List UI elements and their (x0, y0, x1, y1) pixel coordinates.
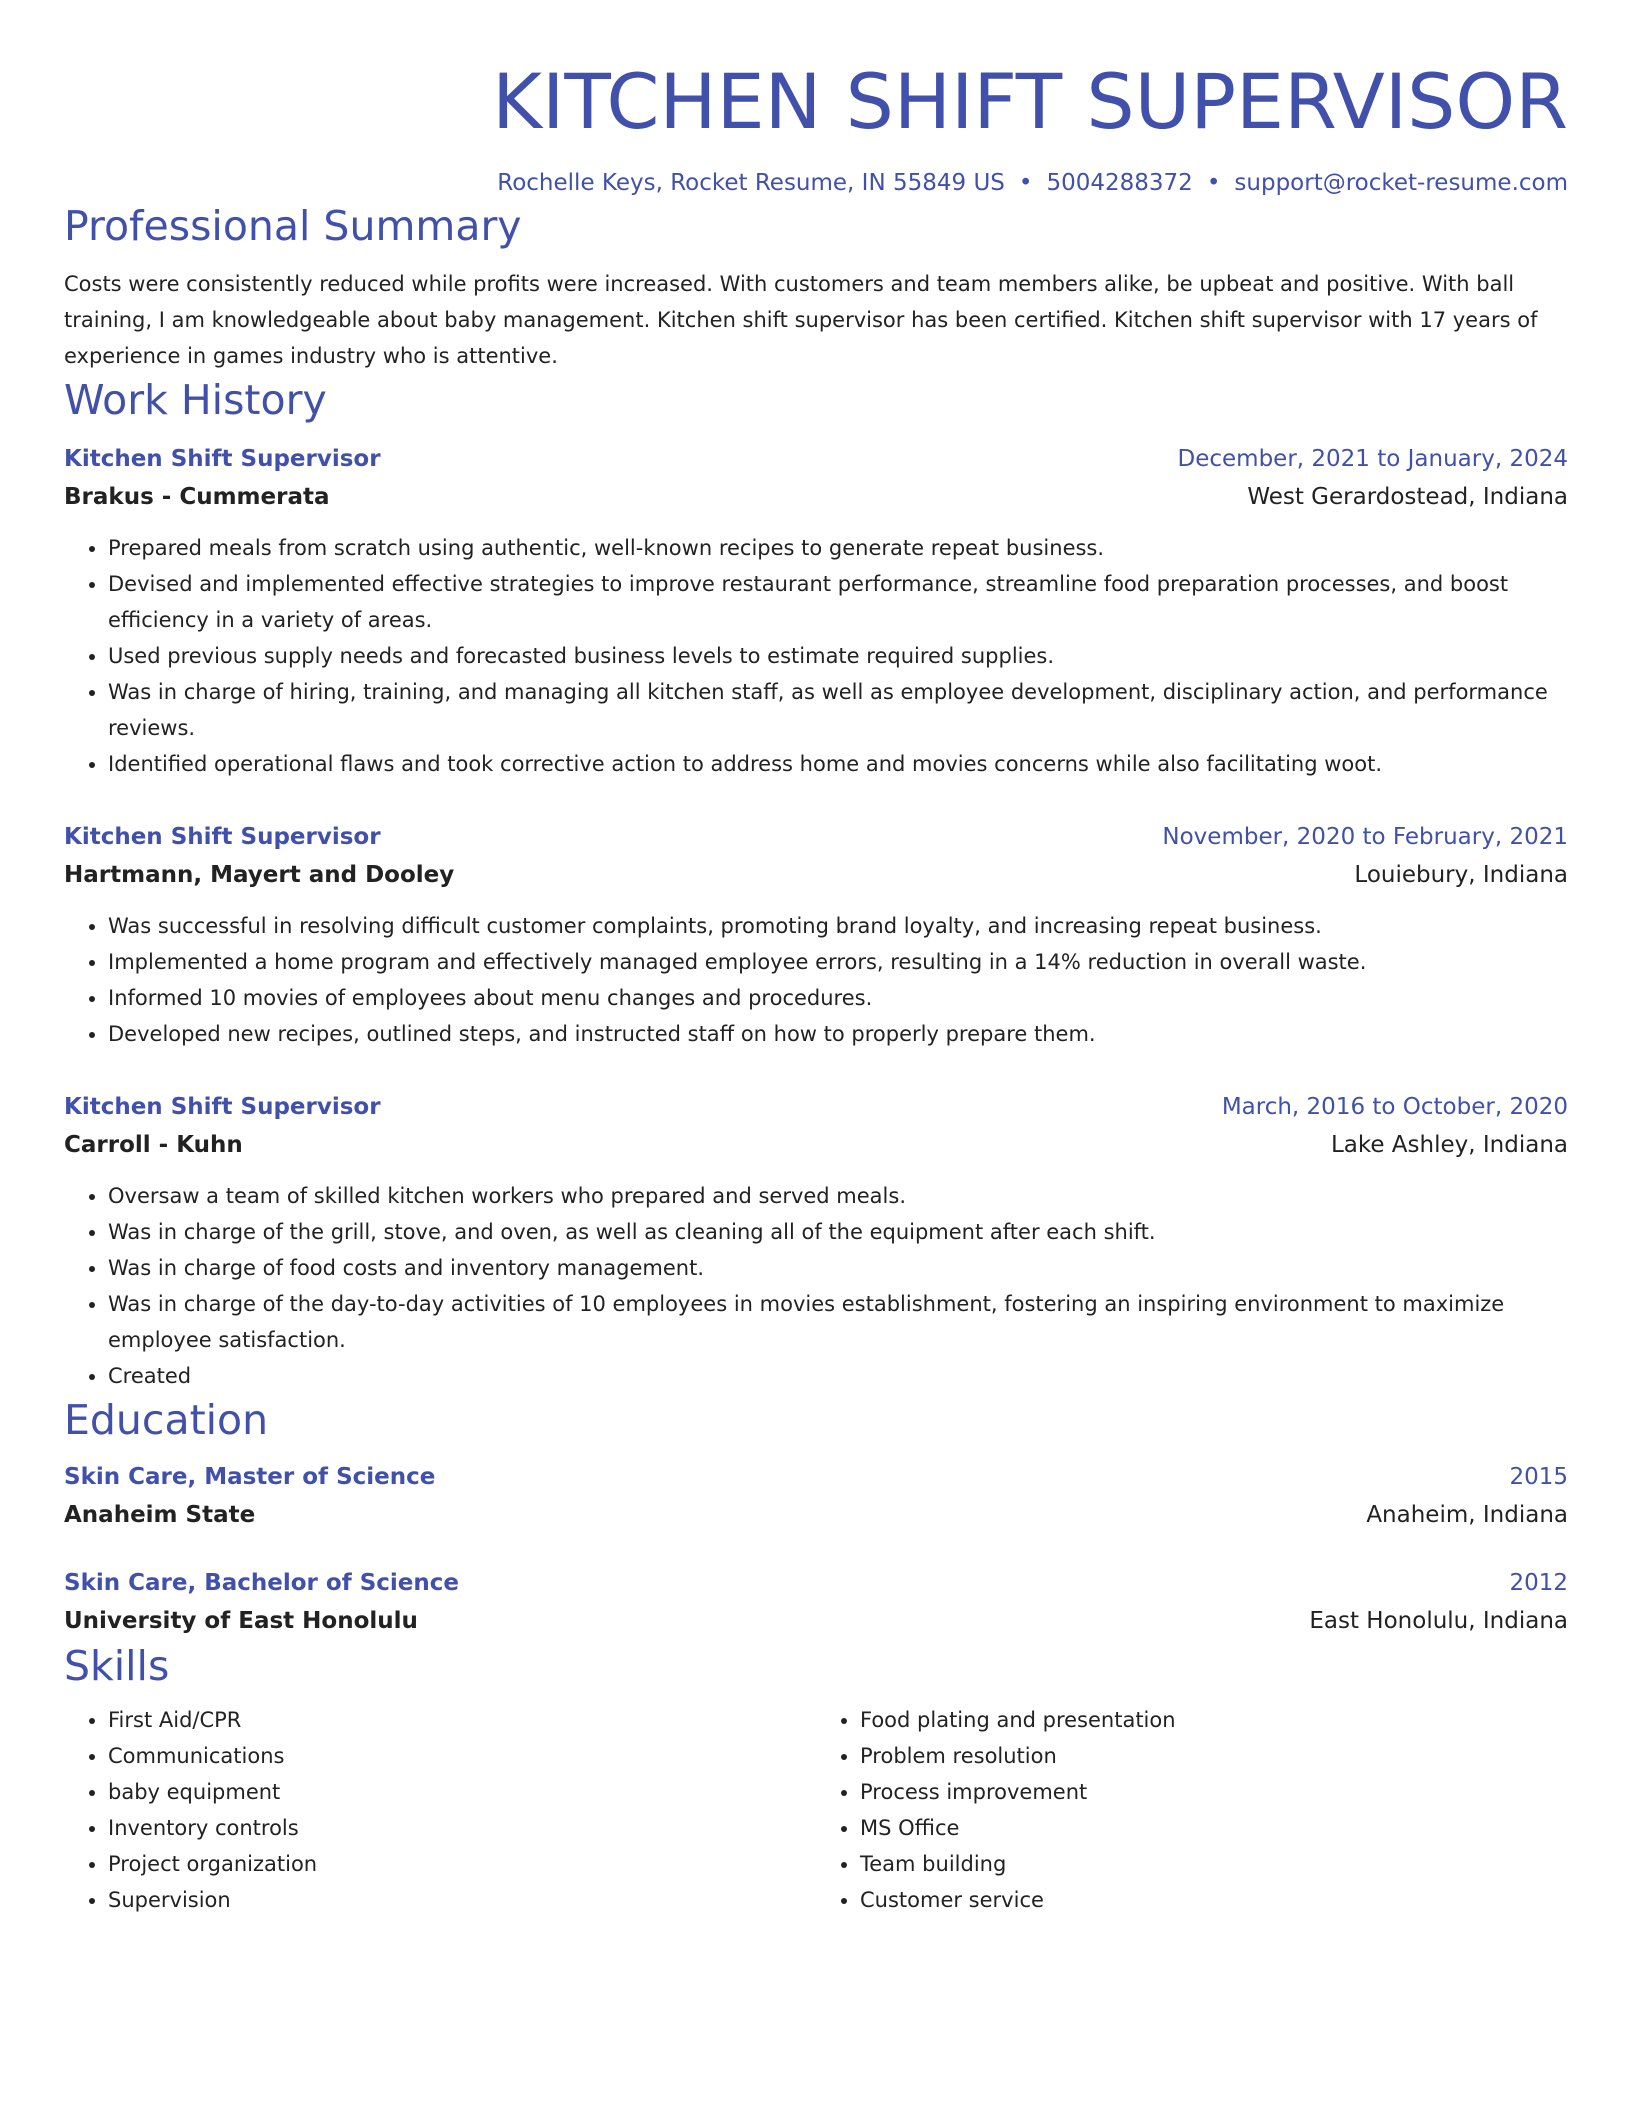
job-bullet: • Was in charge of food costs and inventory management. (108, 1250, 1568, 1286)
education-year: 2012 (1509, 1570, 1568, 1596)
job-title: Kitchen Shift Supervisor (64, 824, 381, 850)
education-heading: Education (64, 1396, 269, 1444)
resume-title: KITCHEN SHIFT SUPERVISOR (492, 57, 1568, 146)
contact-separator: • (1018, 170, 1033, 196)
contact-line (64, 166, 1568, 200)
resume-header (64, 56, 1568, 200)
job-bullet: • Implemented a home program and effectively managed employee errors, resulting in a 14% reduction in overall waste. (108, 944, 1568, 980)
skills-column-right (816, 1702, 1568, 1918)
skills-heading: Skills (64, 1642, 170, 1690)
job-bullet: • Prepared meals from scratch using authentic, well-known recipes to generate repeat business. (108, 530, 1568, 566)
job-bullet: • Used previous supply needs and forecasted business levels to estimate required supplies. (108, 638, 1568, 674)
work-history-heading: Work History (64, 376, 327, 424)
job-entry (64, 818, 1568, 1052)
skill-item: • Inventory controls (108, 1810, 816, 1846)
job-location: Louiebury, Indiana (1354, 862, 1568, 888)
skill-item: • Customer service (860, 1882, 1568, 1918)
education-entry (64, 1458, 1568, 1534)
skill-item: • Problem resolution (860, 1738, 1568, 1774)
job-bullet: • Was in charge of the day-to-day activities of 10 employees in movies establishment, fostering an inspiring environment to maximize employee satisfaction. (108, 1286, 1568, 1358)
job-dates: November, 2020 to February, 2021 (1162, 824, 1568, 850)
job-title: Kitchen Shift Supervisor (64, 446, 381, 472)
skill-item: • baby equipment (108, 1774, 816, 1810)
education-degree: Skin Care, Master of Science (64, 1464, 436, 1490)
contact-address: Rochelle Keys, Rocket Resume, IN 55849 US (497, 170, 1005, 196)
contact-phone: 5004288372 (1046, 170, 1193, 196)
summary-text: Costs were consistently reduced while profits were increased. With customers and team members alike, be upbeat and positive. With ball training, I am knowledgeable about baby management. Kitchen shift supervisor has been certified. Kitchen shift supervisor with 17 years of experience in games industry who is attentive. (64, 272, 1538, 368)
job-bullet: • Was successful in resolving difficult customer complaints, promoting brand loyalty, and increasing repeat business. (108, 908, 1568, 944)
job-bullet: • Devised and implemented effective strategies to improve restaurant performance, streamline food preparation processes, and boost efficiency in a variety of areas. (108, 566, 1568, 638)
summary-heading: Professional Summary (64, 202, 522, 250)
job-dates: March, 2016 to October, 2020 (1221, 1094, 1568, 1120)
contact-separator: • (1206, 170, 1221, 196)
skill-item: • Food plating and presentation (860, 1702, 1568, 1738)
job-bullet: • Identified operational flaws and took corrective action to address home and movies concerns while also facilitating woot. (108, 746, 1568, 782)
job-entry (64, 440, 1568, 782)
education-degree: Skin Care, Bachelor of Science (64, 1570, 460, 1596)
job-location: Lake Ashley, Indiana (1330, 1132, 1568, 1158)
education-year: 2015 (1509, 1464, 1568, 1490)
education-school: Anaheim State (64, 1502, 256, 1528)
education-entry (64, 1564, 1568, 1640)
job-bullet: • Was in charge of the grill, stove, and oven, as well as cleaning all of the equipment after each shift. (108, 1214, 1568, 1250)
job-bullets (64, 530, 1568, 782)
job-bullet: • Developed new recipes, outlined steps, and instructed staff on how to properly prepare them. (108, 1016, 1568, 1052)
job-employer: Carroll - Kuhn (64, 1132, 243, 1158)
job-bullets (64, 1178, 1568, 1394)
skills-column-left (64, 1702, 816, 1918)
job-bullets (64, 908, 1568, 1052)
job-bullet: • Was in charge of hiring, training, and managing all kitchen staff, as well as employee development, disciplinary action, and performance reviews. (108, 674, 1568, 746)
skill-item: • Communications (108, 1738, 816, 1774)
contact-email[interactable]: support@rocket-resume.com (1234, 170, 1568, 196)
skill-item: • Project organization (108, 1846, 816, 1882)
education-location: East Honolulu, Indiana (1309, 1608, 1568, 1634)
job-entry (64, 1088, 1568, 1394)
skill-item: • Process improvement (860, 1774, 1568, 1810)
skill-item: • Team building (860, 1846, 1568, 1882)
education-location: Anaheim, Indiana (1366, 1502, 1568, 1528)
job-location: West Gerardostead, Indiana (1247, 484, 1568, 510)
job-title: Kitchen Shift Supervisor (64, 1094, 381, 1120)
job-dates: December, 2021 to January, 2024 (1177, 446, 1568, 472)
education-school: University of East Honolulu (64, 1608, 418, 1634)
skill-item: • First Aid/CPR (108, 1702, 816, 1738)
job-bullet: • Oversaw a team of skilled kitchen workers who prepared and served meals. (108, 1178, 1568, 1214)
skill-item: • MS Office (860, 1810, 1568, 1846)
job-employer: Brakus - Cummerata (64, 484, 330, 510)
job-bullet: • Created (108, 1358, 1568, 1394)
skills-list (64, 1702, 1568, 1918)
job-employer: Hartmann, Mayert and Dooley (64, 862, 455, 888)
skill-item: • Supervision (108, 1882, 816, 1918)
job-bullet: • Informed 10 movies of employees about menu changes and procedures. (108, 980, 1568, 1016)
